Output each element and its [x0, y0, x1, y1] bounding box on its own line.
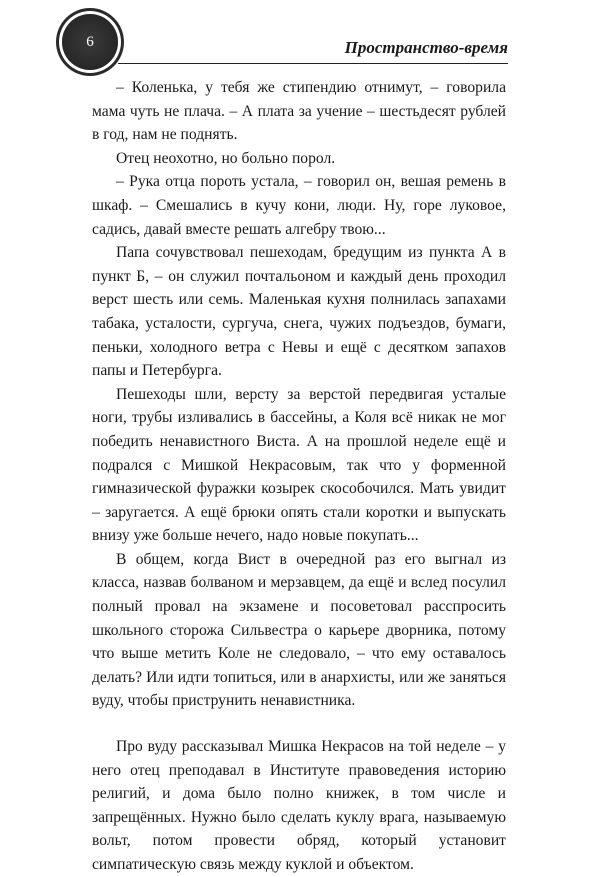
page-number: 6	[86, 34, 94, 50]
paragraph-1: – Коленька, у тебя же стипендию отнимут, – говорила мама чуть не плача. – А плата за учение – шестьдесят рублей в год, нам не поднять.	[92, 79, 506, 144]
paragraph-4: Папа сочувствовал пешеходам, бредущим из пункта А в пункт Б, – он служил почтальоном и каждый день проходил верст шесть или семь. Маленькая кухня полнилась запахами табака, усталости, сургуча, снега, чужих подъездов, бумаги, пеньки, холодного ветра с Невы и ещё с десятком запахов папы и Петербурга.	[92, 244, 506, 380]
paragraph-7: Про вуду рассказывал Мишка Некрасов на той неделе – у него отец преподавал в Институте правоведения историю религий, и дома было полно книжек, в том числе и запрещённых. Нужно было сделать куклу врага, называемую вольт, потом провести обряд, который установит симпатическую связь между куклой и объектом.	[92, 738, 506, 873]
section-break	[92, 713, 506, 735]
paragraph-6: В общем, когда Вист в очередной раз его выгнал из класса, назвав болваном и мерзавцем, да ещё и вслед посулил полный провал на экзамене и посоветовал расспросить школьного сторожа Сильвестра о карьере дворника, потому что выше метить Коле не следовало, – что ему оставалось делать? Или идти топиться, или в анархисты, или же заняться вуду, чтобы приструнить ненавистника.	[92, 550, 506, 710]
header-rule	[118, 63, 508, 64]
paragraph-2: Отец неохотно, но больно порол.	[116, 149, 336, 167]
running-title: Пространство-время	[344, 38, 508, 57]
paragraph-3: – Рука отца пороть устала, – говорил он, вешая ремень в шкаф. – Смешались в кучу кони, люди. Ну, горе луковое, садись, давай вместе решать алгебру твою...	[92, 173, 506, 238]
paragraph-5: Пешеходы шли, версту за верстой передвигая усталые ноги, трубы изливались в бассейны, а Коля всё никак не мог победить ненавистного Виста. А на прошлой неделе ещё и подрался с Мишкой Некрасовым, так что у форменной гимназической фуражки козырек скособочился. Мать увидит – заругается. А ещё брюки опять стали коротки и выпускать внизу уже больше нечего, надо новые покупать...	[92, 385, 506, 545]
page-header	[0, 0, 600, 80]
page-number-badge	[62, 14, 118, 70]
body-text	[92, 76, 506, 877]
